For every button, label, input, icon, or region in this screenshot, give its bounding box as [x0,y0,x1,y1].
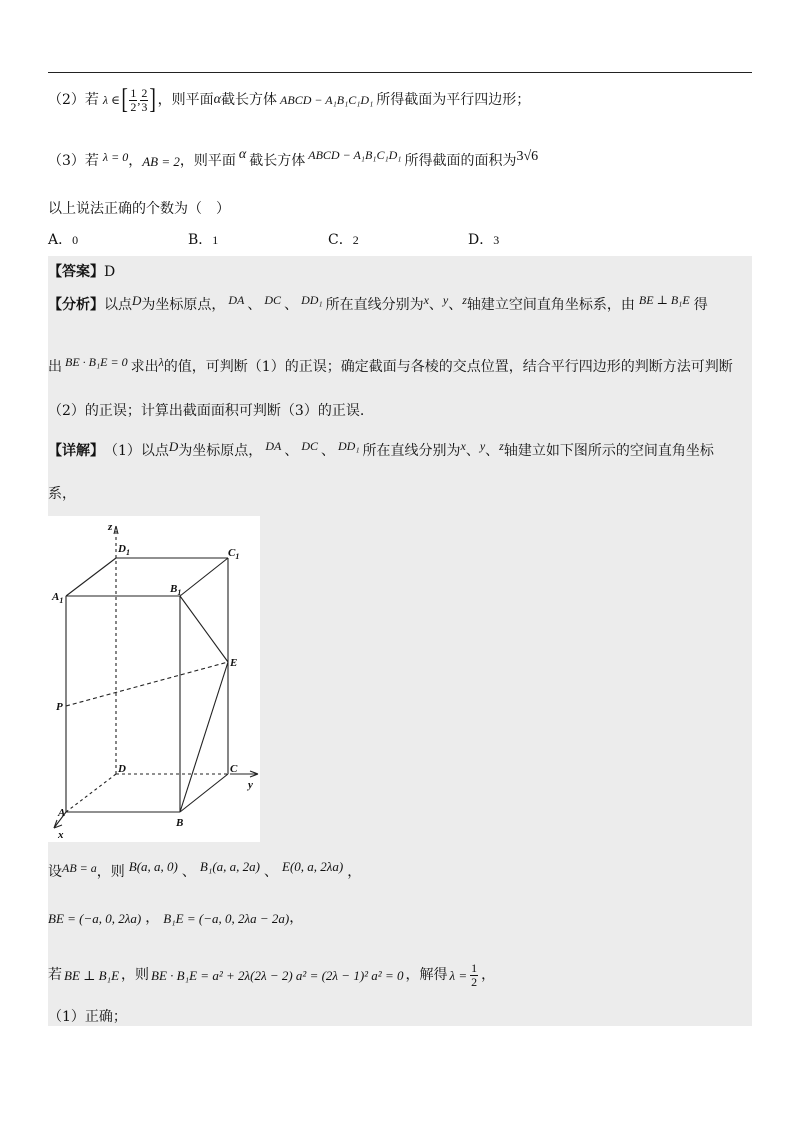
segment-pe [66,662,228,706]
header-rule [48,72,752,73]
label-b1: $B_1$ [170,583,182,597]
solid-name-3: ABCD − A₁B₁C₁D₁ [308,148,402,162]
statement-3: （3）若 λ = 0 ， AB = 2 ，则平面 α 截长方体 ABCD − A₁B₁C₁D₁ 所得截面的面积为 3√6 [48,147,539,169]
question-text: 以上说法正确的个数为（ ） [48,201,230,217]
detail-line-set: 设 AB = a ，则 B(a, a, 0) 、 B₁(a, a, 2a) 、 E(0, a, 2λa) ， [48,858,362,880]
edge-b1c1 [180,558,228,596]
x-axis [66,774,116,812]
cuboid-diagram [48,516,260,842]
label-y: y [248,779,253,791]
label-e: E [230,657,238,669]
option-b[interactable]: B．1 [188,232,219,248]
fraction-one-half: $\frac{1}{2}$ [130,85,137,114]
edge-bc [180,774,228,812]
right-bracket: ] [149,84,157,116]
analysis-line-3: （2）的正误；计算出截面面积可判断（3）的正误. [48,403,365,419]
answer-line: 【答案】D [48,264,116,280]
label-a1: $A_1$ [52,591,64,605]
label-d: D [118,763,126,775]
lambda-condition: λ ∈ [102,93,121,107]
segment-b1e [180,596,228,662]
solid-name: ABCD − A₁B₁C₁D₁ [280,93,374,107]
label-z: z [108,521,113,533]
label-d1: $D_1$ [118,543,130,557]
fraction-two-thirds: $\frac{2}{3}$ [141,85,148,114]
option-d[interactable]: D．3 [468,232,500,248]
detail-line-1: 【详解】 （1）以点 D 为坐标原点， DA 、 DC 、 DD₁ 所在直线分别为 x 、 y 、 z 轴建立如下图所示的空间直角坐标 [48,438,714,459]
label-a: A [58,807,66,819]
left-bracket: [ [121,84,128,116]
edge-a1d1 [66,558,116,596]
label-x: x [58,829,64,841]
detail-conclusion: （1）正确； [48,1009,127,1025]
statement-2: （2）若 λ ∈ [ $\frac{1}{2}$ , $\frac{2}{3}$ ] ，则平面 α 截长方体 ABCD − A₁B₁C₁D₁ 所得截面为平行四边形； [48,84,531,116]
label-b: B [176,817,184,829]
cuboid-figure [48,516,260,842]
fraction-half: $\frac{1}{2}$ [471,960,478,989]
analysis-line-2: 出 BE · B₁E = 0 求出 λ 的值，可判断（1）的正误；确定截面与各棱的交点位置，结合平行四边形的判断方法可判断 [48,355,733,375]
segment-be [180,662,228,812]
detail-line-solve: 若 BE ⊥ B₁E ，则 BE · B₁E = a² + 2λ(2λ − 2) a² = (2λ − 1)² a² = 0 ，解得 λ = $\frac{1}{2}$ ， [48,960,496,989]
statement-2-label: （2）若 [48,92,99,108]
detail-line-2: 系， [48,486,76,502]
label-c1: $C_1$ [228,547,240,561]
detail-line-vectors: BE = (−a, 0, 2λa) ， B₁E = (−a, 0, 2λa − 2a) ， [48,910,304,926]
option-a[interactable]: A．0 [48,232,79,248]
label-c: C [230,763,238,775]
label-p: P [56,701,63,713]
analysis-line-1: 【分析】 以点 D 为坐标原点， DA 、 DC 、 DD₁ 所在直线分别为 x 、 y 、 z 轴建立空间直角坐标系，由 BE ⊥ B₁E 得 [48,292,708,313]
area-value: 3√6 [516,149,539,164]
option-c[interactable]: C．2 [328,232,359,248]
